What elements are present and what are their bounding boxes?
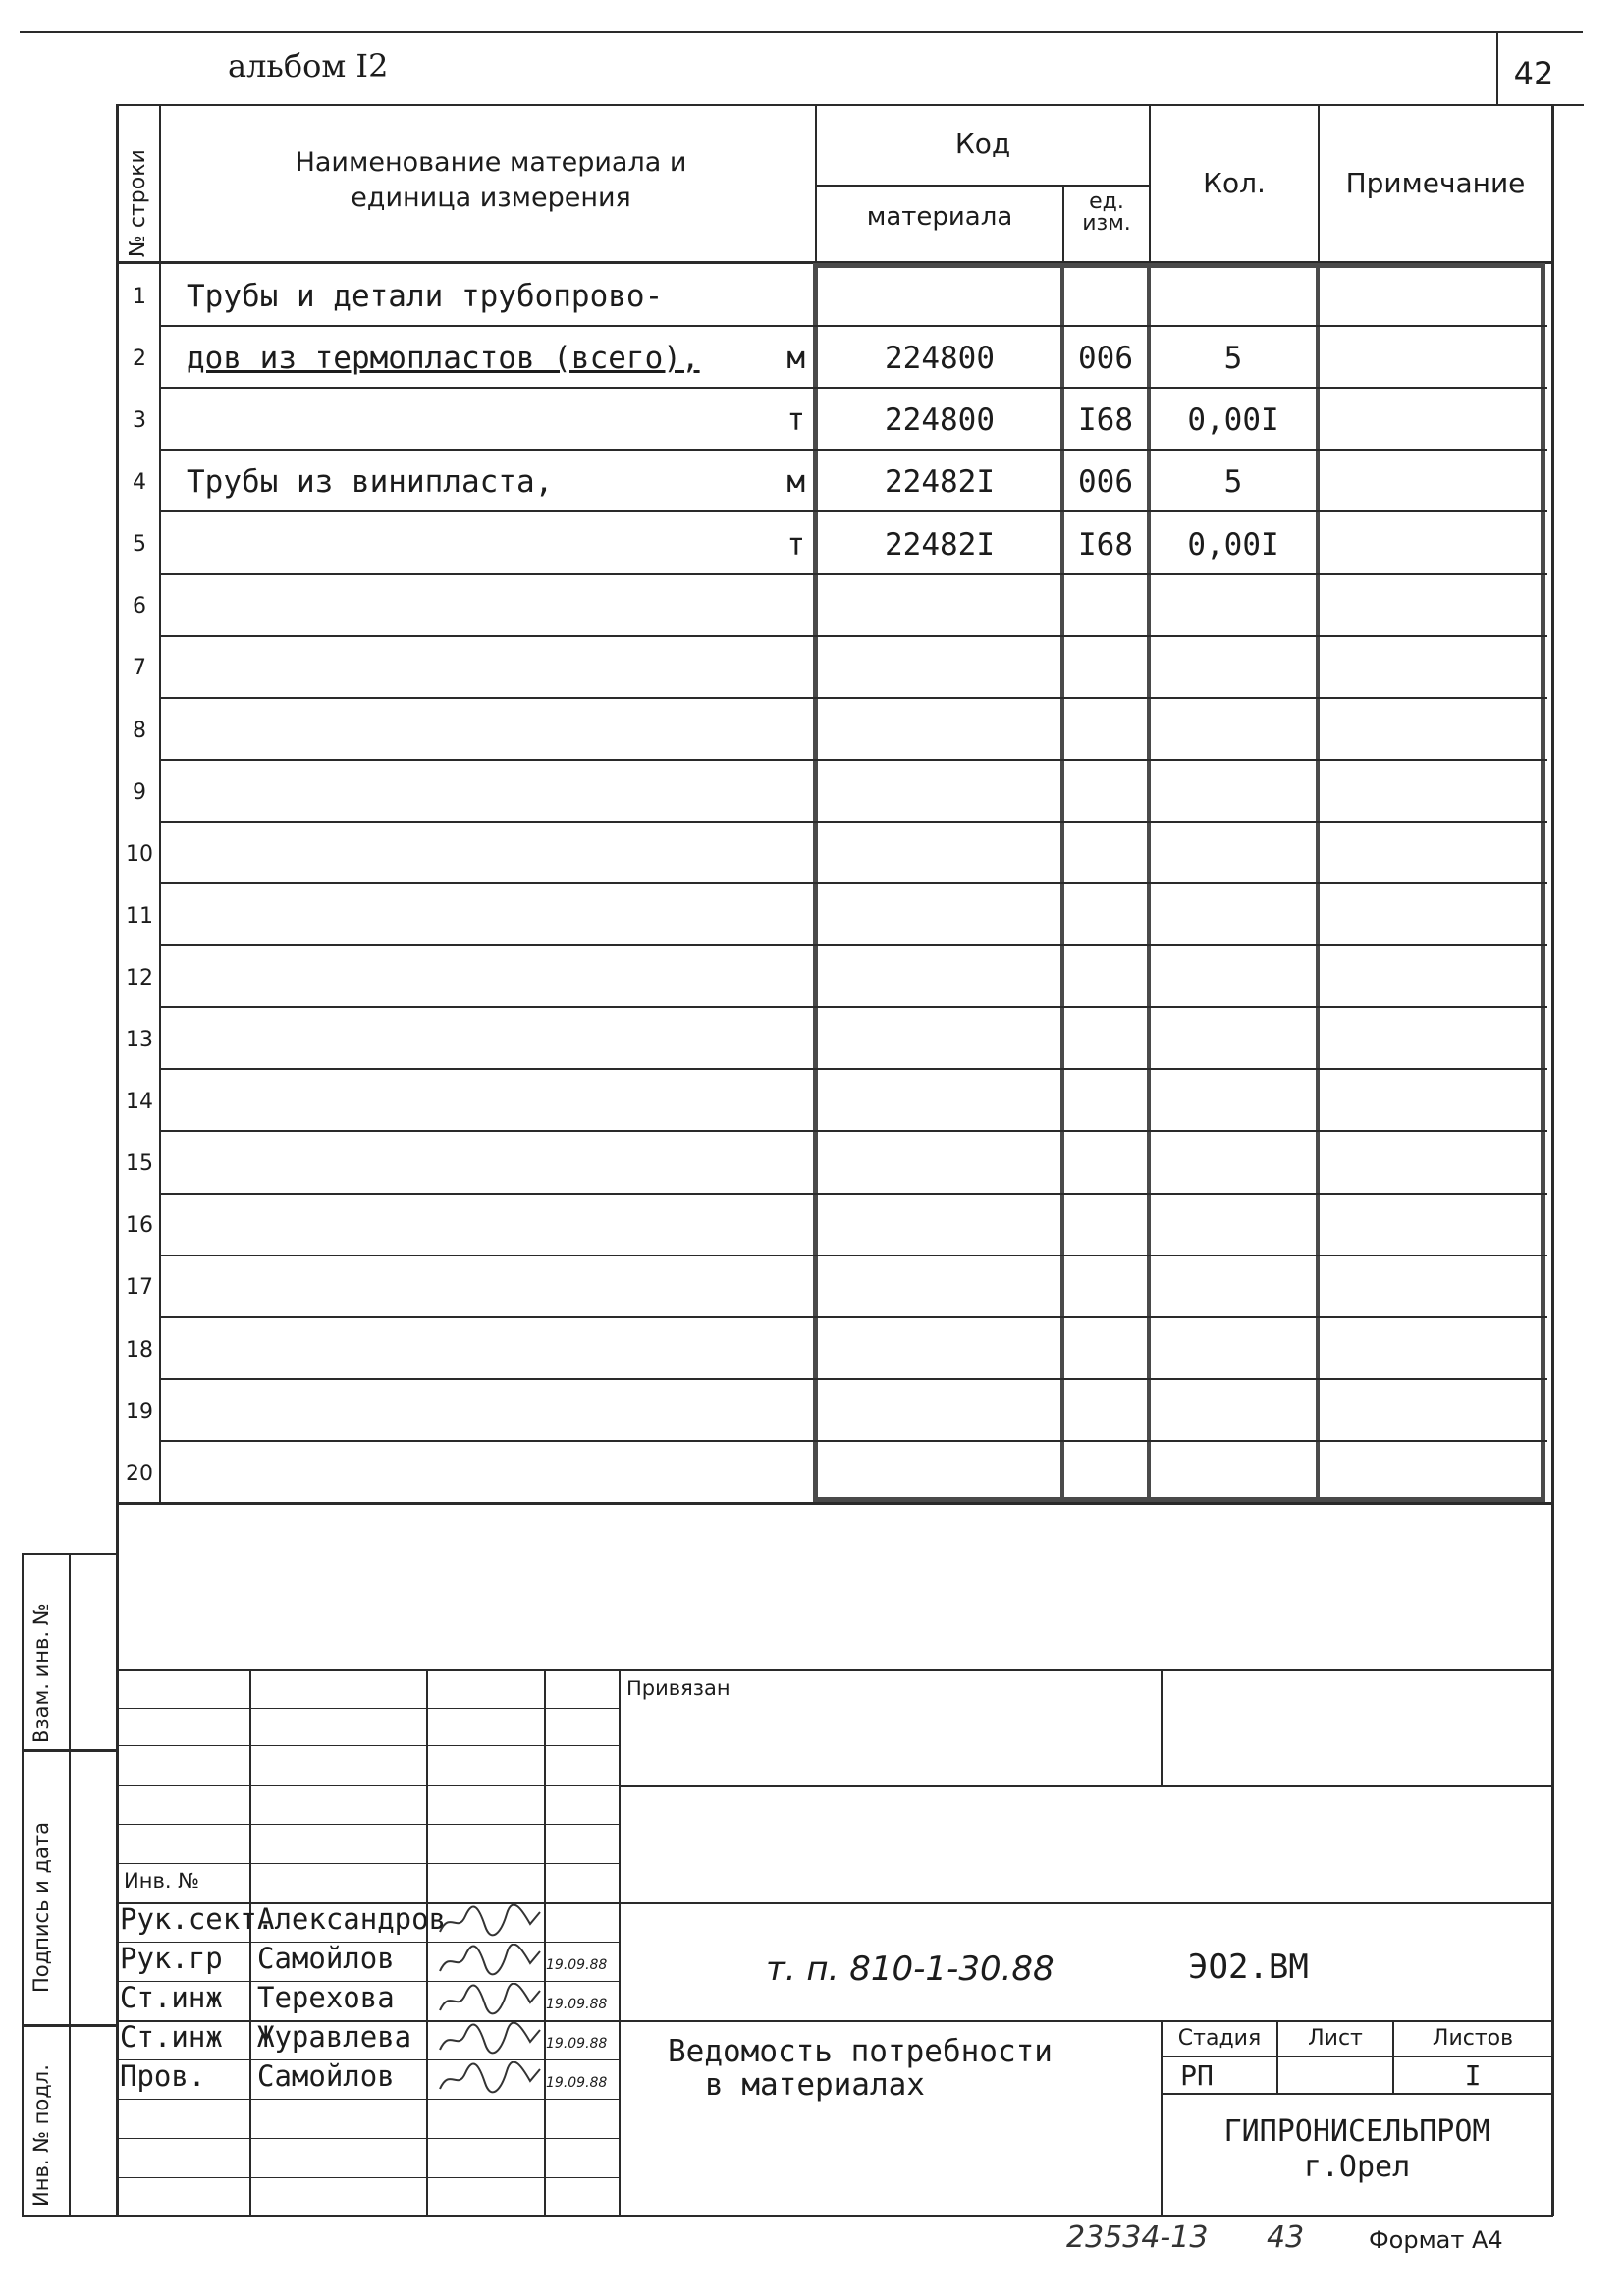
album-label: альбом I2 xyxy=(228,47,389,84)
cell-unit: т xyxy=(786,527,805,562)
cell-name: Трубы и детали трубопрово- xyxy=(187,279,664,314)
cell-name: дов из термопластов (всего), xyxy=(187,341,700,376)
handwritten-signature-icon xyxy=(436,1904,544,1940)
signature-name: Самойлов xyxy=(257,2059,395,2093)
signature-name: Терехова xyxy=(257,1981,395,2014)
signature-name: Журавлева xyxy=(257,2020,412,2054)
tb-col-privyazan-right xyxy=(1161,1669,1163,1787)
cell-no: 14 xyxy=(126,1090,153,1114)
cell-name: Трубы из винипласта, xyxy=(187,464,554,500)
tb-line-stage-values xyxy=(1163,2093,1551,2095)
stage-value: РП xyxy=(1180,2059,1214,2092)
table-row-line xyxy=(159,1255,1547,1256)
signature-role: Рук.гр xyxy=(120,1942,223,1975)
head-code-sub-line xyxy=(815,185,1151,187)
cell-unit: м xyxy=(786,464,805,500)
tb-grid-r11 xyxy=(116,2177,619,2178)
frame-bottom-line xyxy=(22,2215,1553,2217)
side-stamp-vzam-inv: Взам. инв. № xyxy=(29,1603,53,1743)
cell-no: 3 xyxy=(133,408,146,433)
cell-no: 19 xyxy=(126,1400,153,1424)
cell-no: 4 xyxy=(133,470,146,495)
tb-grid-r1 xyxy=(116,1708,619,1709)
table-row-line xyxy=(159,1316,1547,1318)
col-header-code-unit-l2: изм. xyxy=(1082,211,1131,236)
table-row-line xyxy=(159,1130,1547,1132)
cell-no: 8 xyxy=(133,719,146,743)
table-row-line xyxy=(159,759,1547,761)
side-stamp-top xyxy=(22,1553,118,1555)
sheets-value: I xyxy=(1464,2059,1482,2092)
signature-date: 19.09.88 xyxy=(546,1997,608,2012)
cell-no: 13 xyxy=(126,1028,153,1052)
doc-title-line1: Ведомость потребности xyxy=(668,2034,1053,2069)
side-stamp-podpis-data: Подпись и дата xyxy=(29,1822,53,1993)
stage-label: Стадия xyxy=(1177,2026,1262,2051)
frame-right-line xyxy=(1551,104,1554,2216)
cell-no: 6 xyxy=(133,594,146,618)
signature-role: Ст.инж xyxy=(120,1981,223,2014)
cell-qty: 5 xyxy=(1223,464,1243,500)
side-stamp-left xyxy=(22,1553,24,2216)
handwritten-signature-icon xyxy=(436,2061,544,2097)
sheets-label: Листов xyxy=(1432,2026,1514,2051)
signature-role: Ст.инж xyxy=(120,2020,223,2054)
side-stamp-div2 xyxy=(22,2024,118,2027)
signature-date: 19.09.88 xyxy=(546,2036,608,2052)
footer-handwritten-page: 43 xyxy=(1267,2220,1305,2255)
signature-date: 19.09.88 xyxy=(546,1957,608,1973)
doc-title-line2: в материалах xyxy=(705,2067,925,2103)
project-code: т. п. 810-1-30.88 xyxy=(766,1949,1055,1989)
handwritten-signature-icon xyxy=(436,1983,544,2018)
cell-no: 16 xyxy=(126,1213,153,1238)
tb-top-line xyxy=(116,1669,1551,1671)
cell-no: 12 xyxy=(126,966,153,990)
cell-no: 11 xyxy=(126,904,153,929)
col-line-rowno xyxy=(159,106,161,1504)
table-row-line xyxy=(159,882,1547,884)
frame-left-line xyxy=(116,104,119,2216)
col-header-code-unit-l1: ед. xyxy=(1089,189,1124,214)
tb-grid-r9 xyxy=(116,2099,619,2100)
org-name: ГИПРОНИСЕЛЬПРОМ xyxy=(1223,2114,1490,2149)
footer-handwritten-number: 23534-13 xyxy=(1066,2220,1209,2255)
frame-top-line xyxy=(20,31,1583,33)
cell-no: 20 xyxy=(126,1462,153,1486)
cell-no: 17 xyxy=(126,1275,153,1300)
table-row-line xyxy=(159,635,1547,637)
cell-no: 1 xyxy=(133,285,146,309)
doc-code: ЭО2.ВМ xyxy=(1188,1948,1309,1987)
tb-col-date xyxy=(619,1669,621,2216)
cell-no: 10 xyxy=(126,842,153,867)
cell-material: 224800 xyxy=(885,341,995,376)
privyazan-label: Привязан xyxy=(626,1677,731,1700)
signature-name: Александров xyxy=(257,1902,447,1936)
cell-unit-code: I68 xyxy=(1078,402,1133,438)
table-row-line xyxy=(159,449,1547,451)
cell-material: 22482I xyxy=(885,527,995,562)
cell-unit-code: 006 xyxy=(1078,341,1133,376)
table-row-line xyxy=(159,1193,1547,1195)
cell-unit-code: I68 xyxy=(1078,527,1133,562)
col-header-code: Код xyxy=(954,128,1011,160)
cell-no: 9 xyxy=(133,780,146,805)
signature-role: Пров. xyxy=(120,2059,206,2093)
page-number: 42 xyxy=(1513,55,1554,92)
table-bottom-line xyxy=(116,1502,1551,1505)
tb-line-privyazan-bottom xyxy=(619,1785,1551,1787)
cell-qty: 5 xyxy=(1223,341,1243,376)
col-header-qty: Кол. xyxy=(1203,167,1266,199)
cell-qty: 0,00I xyxy=(1187,527,1279,562)
cell-qty: 0,00I xyxy=(1187,402,1279,438)
sheet-label: Лист xyxy=(1308,2026,1363,2051)
page-number-box-left xyxy=(1496,31,1498,106)
handwritten-signature-icon xyxy=(436,2022,544,2057)
table-row-line xyxy=(159,1006,1547,1008)
inv-no-label: Инв. № xyxy=(124,1869,203,1893)
cell-no: 2 xyxy=(133,347,146,371)
table-row-line xyxy=(159,821,1547,823)
cell-material: 224800 xyxy=(885,402,995,438)
table-row-line xyxy=(159,387,1547,389)
table-row-line xyxy=(159,1440,1547,1442)
tb-grid-r5 xyxy=(116,1863,619,1864)
tb-grid-r3 xyxy=(116,1785,619,1786)
table-row-line xyxy=(159,1378,1547,1380)
table-row-line xyxy=(159,510,1547,512)
org-city: г.Орел xyxy=(1303,2150,1411,2184)
signature-role: Рук.сект. xyxy=(120,1902,275,1936)
col-header-note: Примечание xyxy=(1345,167,1526,199)
signature-date: 19.09.88 xyxy=(546,2075,608,2091)
table-row-line xyxy=(159,573,1547,575)
table-row-line xyxy=(159,944,1547,946)
side-stamp-div1 xyxy=(22,1749,118,1752)
col-header-name-line1: Наименование материала и xyxy=(295,147,687,178)
table-row-line xyxy=(159,1068,1547,1070)
tb-grid-r2 xyxy=(116,1745,619,1746)
tb-col-sign xyxy=(544,1669,546,2216)
col-header-name-line2: единица измерения xyxy=(351,183,631,213)
tb-line-stage xyxy=(1163,2056,1551,2057)
cell-unit-code: 006 xyxy=(1078,464,1133,500)
cell-no: 15 xyxy=(126,1151,153,1176)
tb-grid-r4 xyxy=(116,1824,619,1825)
cell-material: 22482I xyxy=(885,464,995,500)
frame-header-bottom-line xyxy=(116,104,1584,106)
handwritten-signature-icon xyxy=(436,1944,544,1979)
tb-grid-r10 xyxy=(116,2138,619,2139)
table-row-line xyxy=(159,697,1547,699)
col-header-code-material: материала xyxy=(866,202,1013,232)
cell-unit: м xyxy=(786,341,805,376)
signature-name: Самойлов xyxy=(257,1942,395,1975)
cell-no: 7 xyxy=(133,656,146,680)
table-row-line xyxy=(159,325,1547,327)
cell-unit: т xyxy=(786,402,805,438)
cell-no: 5 xyxy=(133,532,146,557)
cell-no: 18 xyxy=(126,1338,153,1362)
col-header-row-no: № строки xyxy=(126,149,150,257)
side-stamp-inv-podl: Инв. № подл. xyxy=(29,2064,53,2207)
side-stamp-mid xyxy=(69,1553,71,2216)
footer-format: Формат А4 xyxy=(1369,2226,1503,2254)
